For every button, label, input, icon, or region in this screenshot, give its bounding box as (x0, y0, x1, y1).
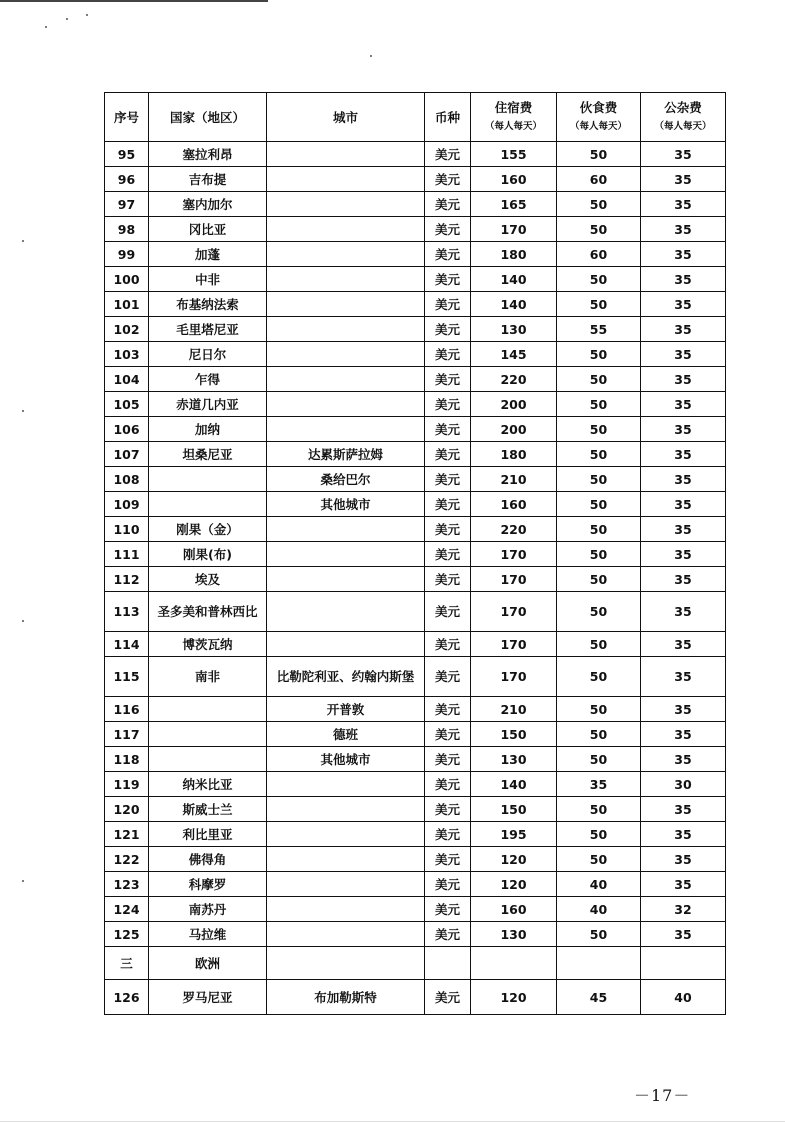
row-misc: 32 (641, 897, 726, 922)
row-country: 中非 (149, 267, 267, 292)
header-lodging-sub: （每人每天） (484, 121, 542, 132)
row-lodging: 130 (471, 922, 557, 947)
row-country: 坦桑尼亚 (149, 442, 267, 467)
row-country: 吉布提 (149, 167, 267, 192)
table-row (105, 747, 726, 772)
row-meals: 50 (557, 392, 641, 417)
row-city (267, 632, 425, 657)
row-no: 112 (105, 567, 149, 592)
row-lodging: 160 (471, 897, 557, 922)
row-meals: 50 (557, 517, 641, 542)
row-meals: 50 (557, 847, 641, 872)
row-no: 125 (105, 922, 149, 947)
row-lodging: 140 (471, 292, 557, 317)
row-lodging: 150 (471, 722, 557, 747)
header-row (105, 93, 726, 142)
row-lodging: 140 (471, 267, 557, 292)
row-meals: 50 (557, 567, 641, 592)
row-lodging: 145 (471, 342, 557, 367)
row-country: 冈比亚 (149, 217, 267, 242)
row-misc: 35 (641, 747, 726, 772)
row-no: 114 (105, 632, 149, 657)
row-meals: 50 (557, 217, 641, 242)
scan-speck (66, 18, 68, 20)
row-misc: 35 (641, 592, 726, 632)
row-misc: 35 (641, 242, 726, 267)
row-meals: 50 (557, 542, 641, 567)
row-no: 97 (105, 192, 149, 217)
row-misc: 35 (641, 542, 726, 567)
row-no: 100 (105, 267, 149, 292)
table-row (105, 367, 726, 392)
scan-speck (86, 14, 88, 16)
row-currency: 美元 (425, 142, 471, 167)
row-country: 博茨瓦纳 (149, 632, 267, 657)
row-city (267, 317, 425, 342)
row-city: 德班 (267, 722, 425, 747)
row-no: 119 (105, 772, 149, 797)
row-meals: 50 (557, 922, 641, 947)
row-lodging: 170 (471, 632, 557, 657)
row-city (267, 797, 425, 822)
row-misc: 35 (641, 517, 726, 542)
row-meals: 40 (557, 872, 641, 897)
row-meals: 50 (557, 467, 641, 492)
row-misc: 35 (641, 142, 726, 167)
row-lodging: 170 (471, 542, 557, 567)
section-city-cell (267, 947, 425, 980)
row-lodging: 160 (471, 492, 557, 517)
section-currency-cell (425, 947, 471, 980)
table-row (105, 772, 726, 797)
section-no: 三 (105, 947, 149, 980)
row-currency: 美元 (425, 822, 471, 847)
row-lodging: 120 (471, 980, 557, 1015)
row-country: 马拉维 (149, 922, 267, 947)
row-currency: 美元 (425, 632, 471, 657)
row-currency: 美元 (425, 697, 471, 722)
table-row (105, 592, 726, 632)
row-misc: 35 (641, 317, 726, 342)
table-row (105, 922, 726, 947)
row-country: 赤道几内亚 (149, 392, 267, 417)
row-currency: 美元 (425, 442, 471, 467)
row-no: 103 (105, 342, 149, 367)
table-row (105, 242, 726, 267)
row-currency: 美元 (425, 567, 471, 592)
row-city (267, 567, 425, 592)
row-misc: 35 (641, 632, 726, 657)
row-currency: 美元 (425, 242, 471, 267)
row-country: 埃及 (149, 567, 267, 592)
row-misc: 35 (641, 417, 726, 442)
row-city: 比勒陀利亚、约翰内斯堡 (267, 657, 425, 697)
row-no: 122 (105, 847, 149, 872)
row-currency: 美元 (425, 747, 471, 772)
table-row (105, 142, 726, 167)
row-lodging: 180 (471, 242, 557, 267)
row-meals: 50 (557, 442, 641, 467)
row-meals: 55 (557, 317, 641, 342)
row-currency: 美元 (425, 342, 471, 367)
row-no: 101 (105, 292, 149, 317)
header-no: 序号 (105, 93, 149, 142)
section-misc-cell (641, 947, 726, 980)
section-meals-cell (557, 947, 641, 980)
row-misc: 35 (641, 392, 726, 417)
row-city: 达累斯萨拉姆 (267, 442, 425, 467)
row-country: 罗马尼亚 (149, 980, 267, 1015)
row-currency: 美元 (425, 167, 471, 192)
row-meals: 50 (557, 342, 641, 367)
row-currency: 美元 (425, 292, 471, 317)
row-misc: 35 (641, 567, 726, 592)
row-country: 纳米比亚 (149, 772, 267, 797)
row-city (267, 217, 425, 242)
row-country (149, 492, 267, 517)
row-no: 107 (105, 442, 149, 467)
row-misc: 30 (641, 772, 726, 797)
row-lodging: 130 (471, 747, 557, 772)
row-country: 南苏丹 (149, 897, 267, 922)
row-city (267, 872, 425, 897)
table-row (105, 722, 726, 747)
header-lodging (471, 93, 557, 142)
row-meals: 60 (557, 242, 641, 267)
header-city: 城市 (267, 93, 425, 142)
row-misc: 35 (641, 847, 726, 872)
row-no: 113 (105, 592, 149, 632)
row-country: 加纳 (149, 417, 267, 442)
table-row (105, 217, 726, 242)
row-misc: 35 (641, 797, 726, 822)
row-no: 111 (105, 542, 149, 567)
row-country (149, 747, 267, 772)
table-row (105, 980, 726, 1015)
row-currency: 美元 (425, 772, 471, 797)
row-currency: 美元 (425, 922, 471, 947)
row-city: 开普敦 (267, 697, 425, 722)
row-country (149, 722, 267, 747)
row-currency: 美元 (425, 797, 471, 822)
row-misc: 35 (641, 722, 726, 747)
table-row (105, 797, 726, 822)
row-currency: 美元 (425, 542, 471, 567)
row-meals: 50 (557, 722, 641, 747)
row-meals: 40 (557, 897, 641, 922)
table-row (105, 822, 726, 847)
table-row (105, 342, 726, 367)
row-city: 其他城市 (267, 492, 425, 517)
row-city (267, 292, 425, 317)
row-no: 98 (105, 217, 149, 242)
row-misc: 35 (641, 922, 726, 947)
row-country: 尼日尔 (149, 342, 267, 367)
table-row (105, 517, 726, 542)
row-currency: 美元 (425, 367, 471, 392)
page-number: －17－ (634, 1086, 691, 1105)
header-misc (641, 93, 726, 142)
row-country: 圣多美和普林西比 (149, 592, 267, 632)
header-meals (557, 93, 641, 142)
row-city (267, 772, 425, 797)
table-row (105, 872, 726, 897)
row-no: 109 (105, 492, 149, 517)
table-row (105, 417, 726, 442)
row-lodging: 210 (471, 697, 557, 722)
row-currency: 美元 (425, 467, 471, 492)
row-city (267, 192, 425, 217)
header-misc-label: 公杂费 (664, 100, 702, 115)
row-meals: 50 (557, 192, 641, 217)
top-rule (0, 0, 268, 2)
row-lodging: 155 (471, 142, 557, 167)
row-misc: 35 (641, 167, 726, 192)
row-country: 刚果（金） (149, 517, 267, 542)
row-country: 乍得 (149, 367, 267, 392)
table-row (105, 657, 726, 697)
row-no: 108 (105, 467, 149, 492)
row-misc: 35 (641, 192, 726, 217)
row-misc: 35 (641, 697, 726, 722)
row-misc: 35 (641, 267, 726, 292)
header-lodging-label: 住宿费 (494, 100, 533, 115)
expense-standards-table (104, 92, 726, 1015)
row-currency: 美元 (425, 897, 471, 922)
row-currency: 美元 (425, 980, 471, 1015)
row-lodging: 120 (471, 847, 557, 872)
table-row (105, 392, 726, 417)
row-country: 佛得角 (149, 847, 267, 872)
row-city (267, 342, 425, 367)
section-name: 欧洲 (149, 947, 267, 980)
row-misc: 35 (641, 342, 726, 367)
row-meals: 50 (557, 367, 641, 392)
row-meals: 50 (557, 142, 641, 167)
row-currency: 美元 (425, 217, 471, 242)
row-country: 南非 (149, 657, 267, 697)
row-misc: 35 (641, 872, 726, 897)
scan-speck (22, 620, 24, 622)
row-currency: 美元 (425, 417, 471, 442)
row-city (267, 417, 425, 442)
row-city (267, 847, 425, 872)
row-currency: 美元 (425, 392, 471, 417)
row-city (267, 822, 425, 847)
row-country: 加蓬 (149, 242, 267, 267)
row-misc: 35 (641, 492, 726, 517)
row-currency: 美元 (425, 722, 471, 747)
row-city (267, 922, 425, 947)
row-no: 120 (105, 797, 149, 822)
row-no: 105 (105, 392, 149, 417)
row-lodging: 220 (471, 367, 557, 392)
row-no: 96 (105, 167, 149, 192)
table-row (105, 697, 726, 722)
row-misc: 35 (641, 442, 726, 467)
row-no: 95 (105, 142, 149, 167)
row-currency: 美元 (425, 847, 471, 872)
row-lodging: 165 (471, 192, 557, 217)
table-row (105, 292, 726, 317)
row-city (267, 142, 425, 167)
row-no: 102 (105, 317, 149, 342)
row-no: 110 (105, 517, 149, 542)
row-no: 106 (105, 417, 149, 442)
row-city (267, 542, 425, 567)
row-no: 117 (105, 722, 149, 747)
header-meals-sub: （每人每天） (569, 121, 627, 132)
row-meals: 50 (557, 797, 641, 822)
row-meals: 50 (557, 292, 641, 317)
header-misc-sub: （每人每天） (654, 121, 712, 132)
row-no: 99 (105, 242, 149, 267)
header-meals-label: 伙食费 (579, 100, 618, 115)
row-country: 科摩罗 (149, 872, 267, 897)
section-row (105, 947, 726, 980)
row-no: 104 (105, 367, 149, 392)
row-no: 118 (105, 747, 149, 772)
row-lodging: 210 (471, 467, 557, 492)
row-country: 毛里塔尼亚 (149, 317, 267, 342)
row-misc: 35 (641, 217, 726, 242)
row-currency: 美元 (425, 267, 471, 292)
row-meals: 50 (557, 267, 641, 292)
row-meals: 50 (557, 697, 641, 722)
scan-speck (22, 240, 24, 242)
row-misc: 35 (641, 467, 726, 492)
row-misc: 35 (641, 367, 726, 392)
row-meals: 35 (557, 772, 641, 797)
row-lodging: 170 (471, 657, 557, 697)
row-meals: 50 (557, 592, 641, 632)
row-city (267, 392, 425, 417)
section-lodging-cell (471, 947, 557, 980)
table-row (105, 492, 726, 517)
scan-speck (370, 55, 372, 57)
table-row (105, 567, 726, 592)
row-city (267, 897, 425, 922)
row-country: 斯威士兰 (149, 797, 267, 822)
row-meals: 50 (557, 632, 641, 657)
row-lodging: 200 (471, 417, 557, 442)
row-meals: 50 (557, 657, 641, 697)
row-currency: 美元 (425, 517, 471, 542)
table-row (105, 167, 726, 192)
row-currency: 美元 (425, 592, 471, 632)
table-row (105, 192, 726, 217)
row-no: 116 (105, 697, 149, 722)
row-no: 115 (105, 657, 149, 697)
row-lodging: 170 (471, 592, 557, 632)
table-row (105, 317, 726, 342)
row-meals: 50 (557, 747, 641, 772)
row-no: 121 (105, 822, 149, 847)
row-country (149, 467, 267, 492)
row-country: 塞拉利昂 (149, 142, 267, 167)
row-misc: 40 (641, 980, 726, 1015)
table-body (105, 142, 726, 947)
row-currency: 美元 (425, 872, 471, 897)
scan-speck (45, 26, 47, 28)
row-city (267, 367, 425, 392)
row-lodging: 120 (471, 872, 557, 897)
row-meals: 50 (557, 417, 641, 442)
row-misc: 35 (641, 292, 726, 317)
row-city (267, 592, 425, 632)
row-city (267, 242, 425, 267)
row-lodging: 170 (471, 217, 557, 242)
row-meals: 50 (557, 822, 641, 847)
table-row (105, 267, 726, 292)
row-meals: 60 (557, 167, 641, 192)
row-lodging: 180 (471, 442, 557, 467)
scan-speck (22, 410, 24, 412)
row-currency: 美元 (425, 317, 471, 342)
header-currency: 币种 (425, 93, 471, 142)
row-currency: 美元 (425, 492, 471, 517)
table-row (105, 897, 726, 922)
row-country: 塞内加尔 (149, 192, 267, 217)
table-row (105, 632, 726, 657)
scan-speck (22, 880, 24, 882)
row-city: 布加勒斯特 (267, 980, 425, 1015)
row-no: 124 (105, 897, 149, 922)
table-row (105, 542, 726, 567)
row-lodging: 140 (471, 772, 557, 797)
header-country: 国家（地区） (149, 93, 267, 142)
row-lodging: 195 (471, 822, 557, 847)
row-meals: 45 (557, 980, 641, 1015)
row-lodging: 130 (471, 317, 557, 342)
row-country: 布基纳法索 (149, 292, 267, 317)
row-city (267, 267, 425, 292)
row-currency: 美元 (425, 657, 471, 697)
row-lodging: 170 (471, 567, 557, 592)
row-city: 其他城市 (267, 747, 425, 772)
row-no: 126 (105, 980, 149, 1015)
row-misc: 35 (641, 822, 726, 847)
row-country (149, 697, 267, 722)
row-country: 刚果(布) (149, 542, 267, 567)
row-lodging: 220 (471, 517, 557, 542)
row-meals: 50 (557, 492, 641, 517)
row-lodging: 150 (471, 797, 557, 822)
row-lodging: 160 (471, 167, 557, 192)
table-row (105, 467, 726, 492)
row-lodging: 200 (471, 392, 557, 417)
row-city: 桑给巴尔 (267, 467, 425, 492)
row-misc: 35 (641, 657, 726, 697)
table-row (105, 442, 726, 467)
row-city (267, 517, 425, 542)
row-city (267, 167, 425, 192)
row-country: 利比里亚 (149, 822, 267, 847)
table-row (105, 847, 726, 872)
row-no: 123 (105, 872, 149, 897)
row-currency: 美元 (425, 192, 471, 217)
